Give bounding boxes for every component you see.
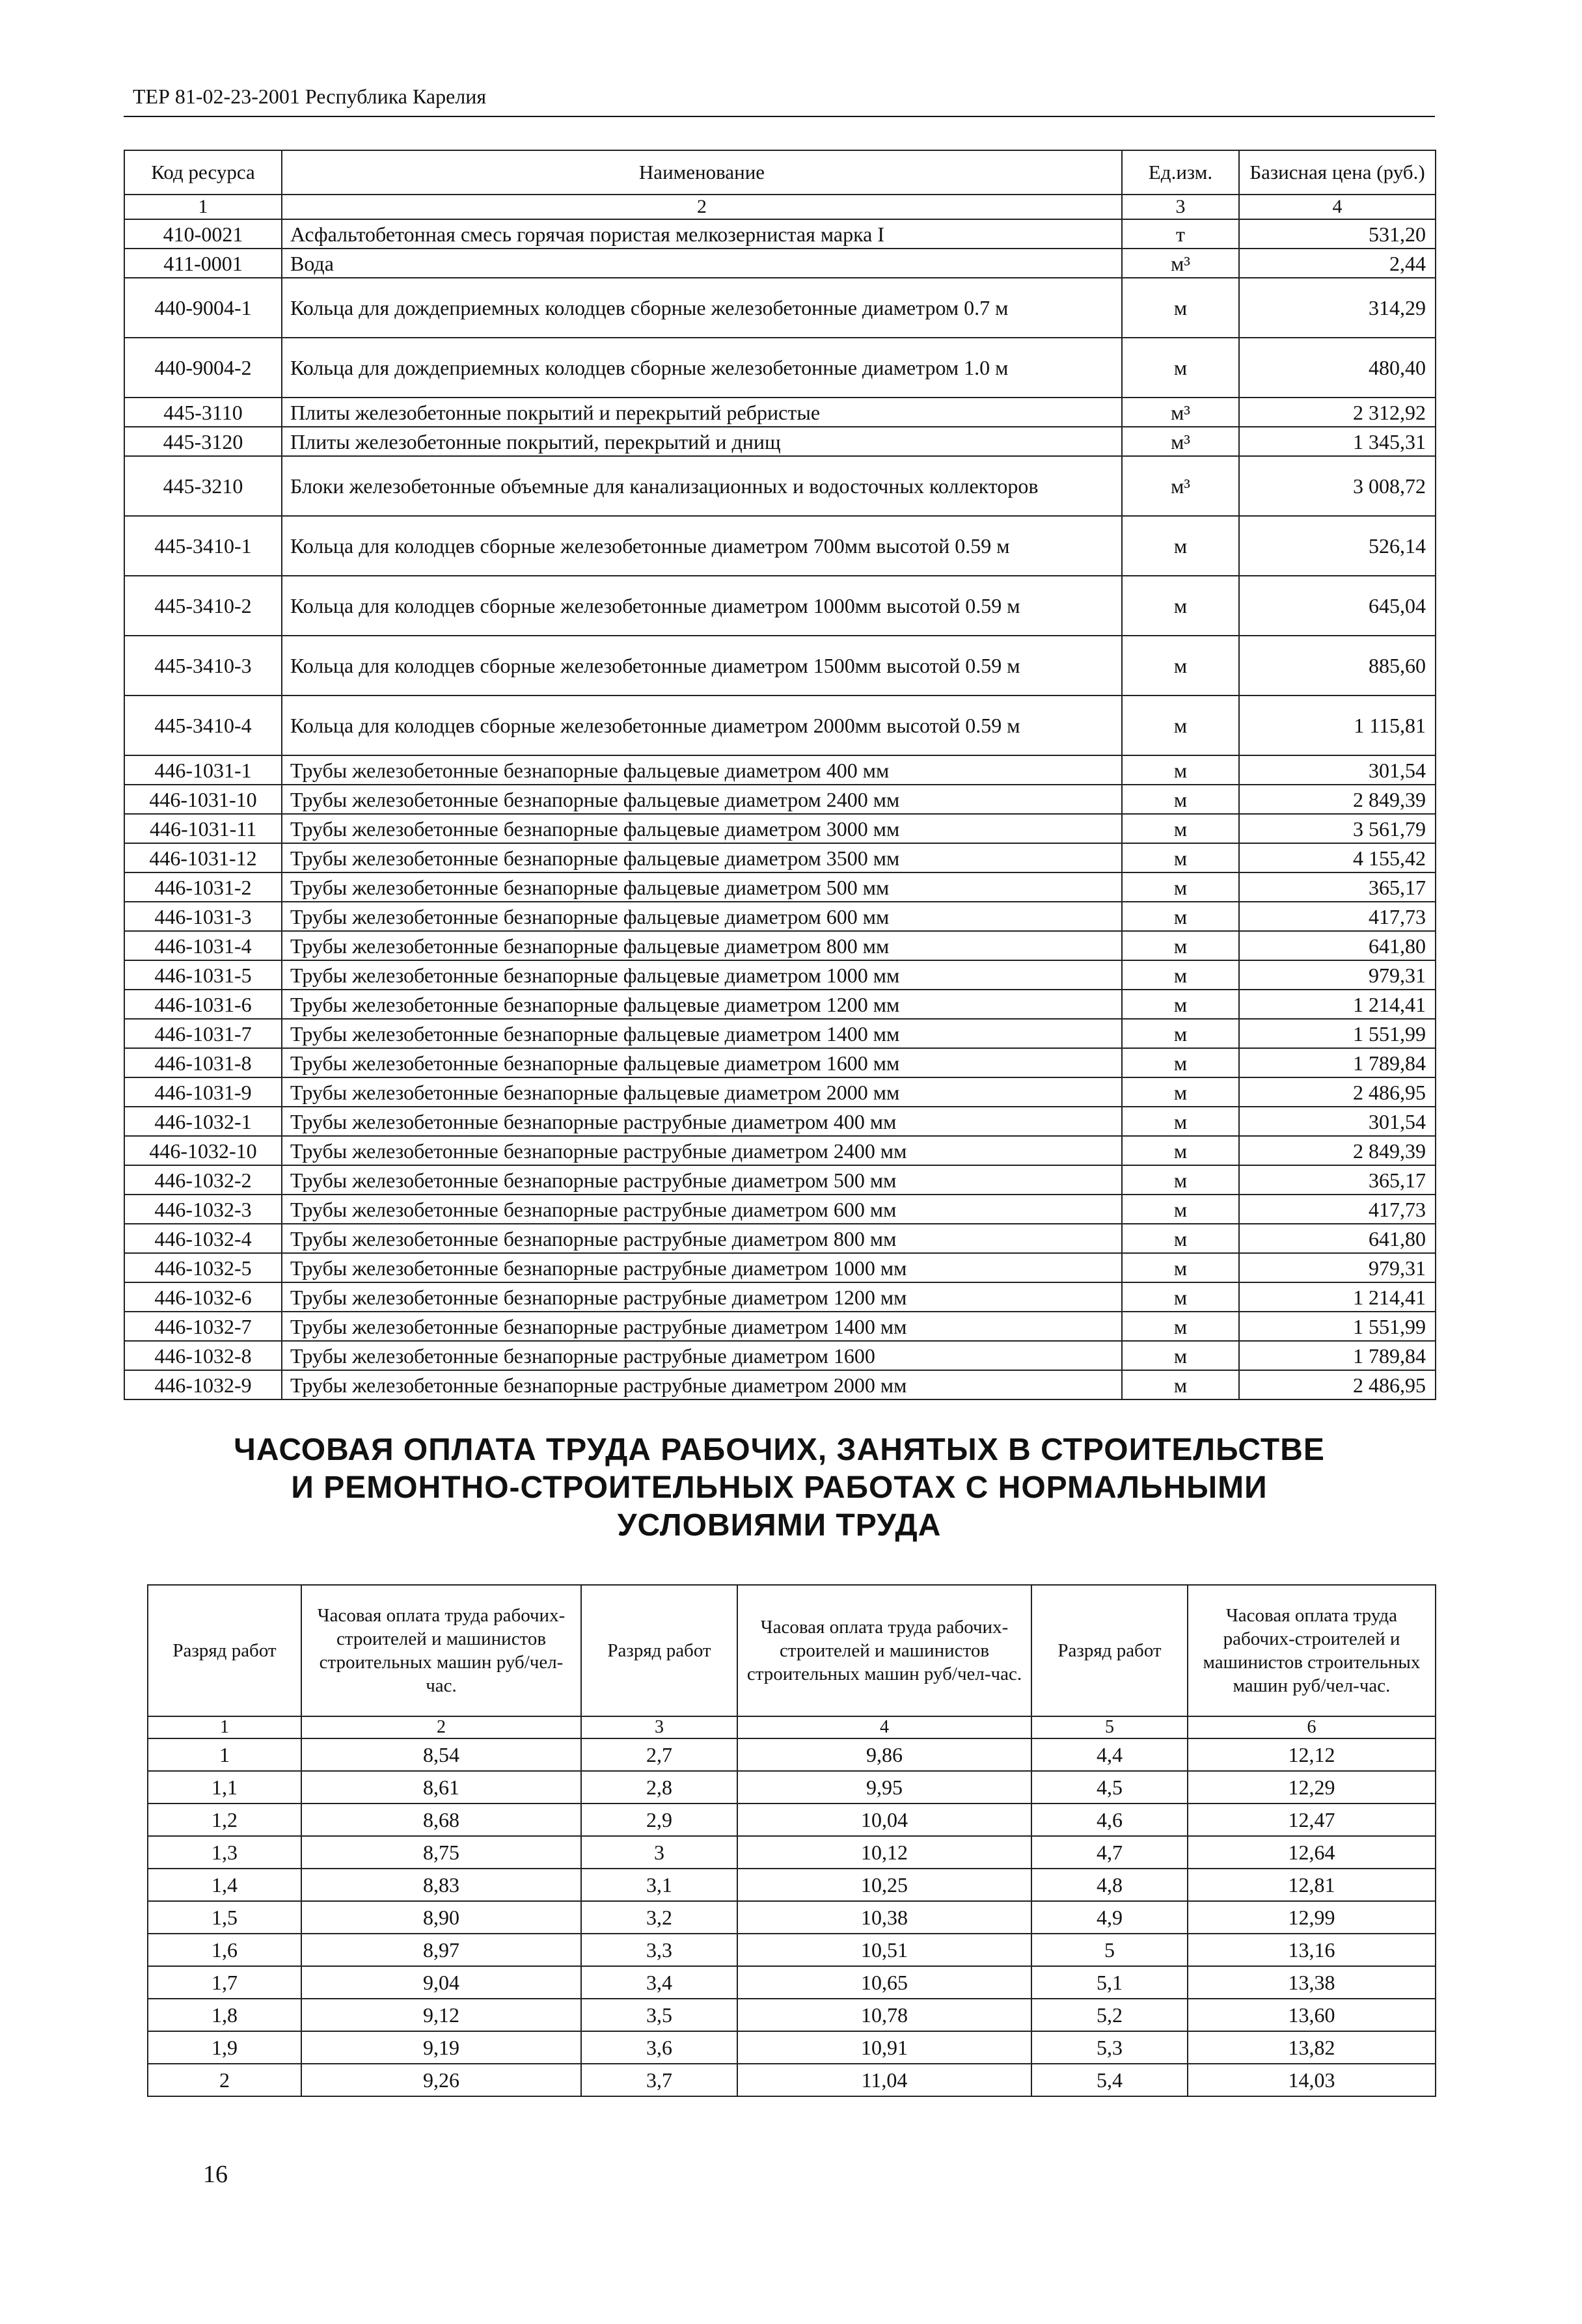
table-row: [124, 516, 1436, 576]
resource-code-cell: 446-1031-12: [124, 843, 282, 872]
hourly-pay-cell: 10,04: [737, 1804, 1031, 1836]
column-number: 3: [581, 1716, 737, 1738]
resource-unit-cell: м³: [1122, 427, 1239, 456]
column-number: 2: [282, 195, 1122, 219]
resource-code-cell: 446-1031-9: [124, 1077, 282, 1107]
table-row: [148, 1999, 1436, 2031]
table-row: [124, 696, 1436, 755]
hourly-pay-cell: 10,91: [737, 2031, 1031, 2064]
resource-code-cell: 446-1031-2: [124, 872, 282, 902]
resource-unit-cell: м: [1122, 1224, 1239, 1253]
column-number: 4: [1239, 195, 1436, 219]
resource-price-cell: 480,40: [1239, 338, 1436, 398]
resource-code-cell: 446-1031-7: [124, 1019, 282, 1048]
grade-cell: 5,2: [1031, 1999, 1188, 2031]
resource-code-cell: 440-9004-2: [124, 338, 282, 398]
grade-cell: 3,6: [581, 2031, 737, 2064]
table-row: [148, 1804, 1436, 1836]
resource-name-cell: Трубы железобетонные безнапорные раструбные диаметром 1400 мм: [282, 1312, 1122, 1341]
resource-code-cell: 446-1031-10: [124, 785, 282, 814]
table-row: [124, 249, 1436, 278]
grade-cell: 4,5: [1031, 1771, 1188, 1804]
hourly-pay-cell: 8,75: [301, 1836, 581, 1869]
grade-cell: 1,2: [148, 1804, 301, 1836]
grade-cell: 1,4: [148, 1869, 301, 1901]
resource-price-cell: 641,80: [1239, 1224, 1436, 1253]
resource-name-cell: Трубы железобетонные безнапорные раструбные диаметром 1200 мм: [282, 1282, 1122, 1312]
table-row: [124, 931, 1436, 960]
grade-cell: 3,1: [581, 1869, 737, 1901]
resource-name-cell: Кольца для колодцев сборные железобетонные диаметром 2000мм высотой 0.59 м: [282, 696, 1122, 755]
resource-code-cell: 445-3410-2: [124, 576, 282, 636]
column-number: 3: [1122, 195, 1239, 219]
resource-price-cell: 4 155,42: [1239, 843, 1436, 872]
hourly-pay-cell: 9,04: [301, 1966, 581, 1999]
resource-name-cell: Кольца для дождеприемных колодцев сборные железобетонные диаметром 1.0 м: [282, 338, 1122, 398]
table-row: [124, 1107, 1436, 1136]
resource-price-cell: 1 214,41: [1239, 1282, 1436, 1312]
table-row: [124, 1224, 1436, 1253]
table-row: [148, 2064, 1436, 2096]
hourly-pay-cell: 13,82: [1188, 2031, 1436, 2064]
grade-cell: 4,7: [1031, 1836, 1188, 1869]
table-row: [124, 1077, 1436, 1107]
resource-code-cell: 446-1032-7: [124, 1312, 282, 1341]
table-row: [124, 398, 1436, 427]
resource-unit-cell: м: [1122, 990, 1239, 1019]
resource-unit-cell: м: [1122, 636, 1239, 696]
column-header-unit: Ед.изм.: [1122, 150, 1239, 195]
grade-cell: 4,6: [1031, 1804, 1188, 1836]
resource-name-cell: Плиты железобетонные покрытий и перекрытий ребристые: [282, 398, 1122, 427]
table-row: [124, 990, 1436, 1019]
hourly-pay-cell: 12,47: [1188, 1804, 1436, 1836]
grade-cell: 4,8: [1031, 1869, 1188, 1901]
resource-code-cell: 446-1031-6: [124, 990, 282, 1019]
resource-price-cell: 2 486,95: [1239, 1370, 1436, 1399]
hourly-pay-cell: 9,19: [301, 2031, 581, 2064]
column-number-row: [148, 1716, 1436, 1738]
table-row: [124, 278, 1436, 338]
resource-unit-cell: м: [1122, 576, 1239, 636]
column-number: 1: [148, 1716, 301, 1738]
resource-name-cell: Кольца для колодцев сборные железобетонные диаметром 700мм высотой 0.59 м: [282, 516, 1122, 576]
resource-name-cell: Трубы железобетонные безнапорные фальцевые диаметром 2000 мм: [282, 1077, 1122, 1107]
grade-cell: 3,7: [581, 2064, 737, 2096]
table-row: [148, 1901, 1436, 1934]
resource-price-cell: 3 008,72: [1239, 456, 1436, 516]
table-row: [124, 785, 1436, 814]
resource-unit-cell: м: [1122, 1107, 1239, 1136]
table-header-row: [148, 1585, 1436, 1716]
column-number: 4: [737, 1716, 1031, 1738]
resource-price-cell: 2 849,39: [1239, 1136, 1436, 1165]
resource-code-cell: 446-1032-9: [124, 1370, 282, 1399]
hourly-pay-cell: 12,12: [1188, 1738, 1436, 1771]
grade-cell: 2: [148, 2064, 301, 2096]
section-title-line: ЧАСОВАЯ ОПЛАТА ТРУДА РАБОЧИХ, ЗАНЯТЫХ В СТРОИТЕЛЬСТВЕ: [234, 1433, 1325, 1467]
resource-price-cell: 645,04: [1239, 576, 1436, 636]
resource-unit-cell: м: [1122, 755, 1239, 785]
grade-cell: 3,4: [581, 1966, 737, 1999]
column-header-name: Наименование: [282, 150, 1122, 195]
resource-code-cell: 445-3410-1: [124, 516, 282, 576]
table-row: [124, 1370, 1436, 1399]
resource-unit-cell: м: [1122, 1136, 1239, 1165]
hourly-pay-cell: 8,97: [301, 1934, 581, 1966]
resource-price-table: [124, 150, 1436, 1400]
grade-cell: 1,1: [148, 1771, 301, 1804]
resource-code-cell: 446-1031-4: [124, 931, 282, 960]
hourly-pay-cell: 8,83: [301, 1869, 581, 1901]
resource-price-cell: 365,17: [1239, 872, 1436, 902]
column-number: 2: [301, 1716, 581, 1738]
resource-name-cell: Кольца для колодцев сборные железобетонные диаметром 1000мм высотой 0.59 м: [282, 576, 1122, 636]
hourly-pay-cell: 12,81: [1188, 1869, 1436, 1901]
resource-code-cell: 446-1031-3: [124, 902, 282, 931]
table-row: [124, 1048, 1436, 1077]
resource-name-cell: Трубы железобетонные безнапорные фальцевые диаметром 1400 мм: [282, 1019, 1122, 1048]
table-row: [124, 902, 1436, 931]
hourly-pay-cell: 8,90: [301, 1901, 581, 1934]
resource-price-cell: 885,60: [1239, 636, 1436, 696]
resource-code-cell: 410-0021: [124, 219, 282, 249]
hourly-pay-cell: 13,60: [1188, 1999, 1436, 2031]
resource-code-cell: 446-1032-2: [124, 1165, 282, 1195]
grade-cell: 1,3: [148, 1836, 301, 1869]
table-row: [124, 1019, 1436, 1048]
resource-unit-cell: м: [1122, 1282, 1239, 1312]
table-row: [124, 1195, 1436, 1224]
resource-code-cell: 445-3120: [124, 427, 282, 456]
table-row: [148, 1836, 1436, 1869]
grade-cell: 2,9: [581, 1804, 737, 1836]
table-row: [124, 872, 1436, 902]
resource-name-cell: Трубы железобетонные безнапорные раструбные диаметром 2400 мм: [282, 1136, 1122, 1165]
table-row: [124, 636, 1436, 696]
resource-price-cell: 1 789,84: [1239, 1341, 1436, 1370]
table-row: [124, 1341, 1436, 1370]
resource-price-cell: 1 214,41: [1239, 990, 1436, 1019]
column-number: 1: [124, 195, 282, 219]
resource-unit-cell: м: [1122, 814, 1239, 843]
resource-code-cell: 446-1032-8: [124, 1341, 282, 1370]
resource-code-cell: 446-1032-5: [124, 1253, 282, 1282]
table-row: [124, 960, 1436, 990]
hourly-pay-cell: 9,26: [301, 2064, 581, 2096]
header-rule: [124, 116, 1435, 117]
resource-name-cell: Трубы железобетонные безнапорные фальцевые диаметром 400 мм: [282, 755, 1122, 785]
column-header-code: Код ресурса: [124, 150, 282, 195]
hourly-pay-cell: 9,86: [737, 1738, 1031, 1771]
resource-unit-cell: м: [1122, 278, 1239, 338]
resource-unit-cell: м: [1122, 1019, 1239, 1048]
resource-name-cell: Кольца для колодцев сборные железобетонные диаметром 1500мм высотой 0.59 м: [282, 636, 1122, 696]
resource-price-cell: 1 789,84: [1239, 1048, 1436, 1077]
grade-cell: 5,3: [1031, 2031, 1188, 2064]
table-row: [124, 755, 1436, 785]
table-row: [148, 1771, 1436, 1804]
resource-price-cell: 1 551,99: [1239, 1019, 1436, 1048]
resource-code-cell: 445-3110: [124, 398, 282, 427]
table-header-row: [124, 150, 1436, 195]
section-title-line: И РЕМОНТНО-СТРОИТЕЛЬНЫХ РАБОТАХ С НОРМАЛЬНЫМИ: [291, 1470, 1268, 1505]
resource-code-cell: 446-1032-6: [124, 1282, 282, 1312]
hourly-pay-cell: 10,38: [737, 1901, 1031, 1934]
resource-name-cell: Трубы железобетонные безнапорные раструбные диаметром 600 мм: [282, 1195, 1122, 1224]
resource-unit-cell: м: [1122, 1370, 1239, 1399]
resource-price-cell: 417,73: [1239, 1195, 1436, 1224]
resource-price-cell: 2 312,92: [1239, 398, 1436, 427]
hourly-wage-table: [147, 1584, 1436, 2097]
resource-name-cell: Трубы железобетонные безнапорные фальцевые диаметром 800 мм: [282, 931, 1122, 960]
resource-price-cell: 2 486,95: [1239, 1077, 1436, 1107]
hourly-pay-cell: 8,68: [301, 1804, 581, 1836]
column-header-pay: Часовая оплата труда рабочих-строителей и машинистов строительных машин руб/чел-час.: [737, 1585, 1031, 1716]
resource-price-cell: 979,31: [1239, 960, 1436, 990]
grade-cell: 5: [1031, 1934, 1188, 1966]
table-row: [124, 427, 1436, 456]
grade-cell: 4,9: [1031, 1901, 1188, 1934]
resource-price-cell: 2 849,39: [1239, 785, 1436, 814]
document-header: ТЕР 81-02-23-2001 Республика Карелия: [133, 85, 487, 108]
resource-price-cell: 1 115,81: [1239, 696, 1436, 755]
grade-cell: 5,4: [1031, 2064, 1188, 2096]
resource-name-cell: Трубы железобетонные безнапорные фальцевые диаметром 2400 мм: [282, 785, 1122, 814]
resource-name-cell: Трубы железобетонные безнапорные раструбные диаметром 1000 мм: [282, 1253, 1122, 1282]
resource-price-cell: 1 551,99: [1239, 1312, 1436, 1341]
resource-name-cell: Трубы железобетонные безнапорные фальцевые диаметром 3000 мм: [282, 814, 1122, 843]
section-title-line: УСЛОВИЯМИ ТРУДА: [617, 1508, 942, 1543]
resource-unit-cell: м: [1122, 1341, 1239, 1370]
resource-price-cell: 301,54: [1239, 1107, 1436, 1136]
grade-cell: 5,1: [1031, 1966, 1188, 1999]
table-row: [148, 1738, 1436, 1771]
hourly-pay-cell: 10,65: [737, 1966, 1031, 1999]
resource-name-cell: Трубы железобетонные безнапорные фальцевые диаметром 1000 мм: [282, 960, 1122, 990]
hourly-pay-cell: 12,99: [1188, 1901, 1436, 1934]
resource-unit-cell: м: [1122, 696, 1239, 755]
resource-unit-cell: м³: [1122, 456, 1239, 516]
resource-unit-cell: м: [1122, 1077, 1239, 1107]
hourly-pay-cell: 12,64: [1188, 1836, 1436, 1869]
grade-cell: 1,6: [148, 1934, 301, 1966]
column-number: 6: [1188, 1716, 1436, 1738]
resource-code-cell: 446-1032-10: [124, 1136, 282, 1165]
grade-cell: 3,5: [581, 1999, 737, 2031]
resource-price-cell: 365,17: [1239, 1165, 1436, 1195]
section-title: [124, 1431, 1435, 1545]
table-row: [124, 1282, 1436, 1312]
grade-cell: 3: [581, 1836, 737, 1869]
grade-cell: 1: [148, 1738, 301, 1771]
resource-code-cell: 446-1031-1: [124, 755, 282, 785]
resource-unit-cell: м: [1122, 1048, 1239, 1077]
resource-name-cell: Трубы железобетонные безнапорные фальцевые диаметром 3500 мм: [282, 843, 1122, 872]
hourly-pay-cell: 9,95: [737, 1771, 1031, 1804]
resource-unit-cell: м: [1122, 516, 1239, 576]
resource-code-cell: 446-1032-4: [124, 1224, 282, 1253]
resource-price-cell: 3 561,79: [1239, 814, 1436, 843]
grade-cell: 3,2: [581, 1901, 737, 1934]
grade-cell: 1,7: [148, 1966, 301, 1999]
resource-unit-cell: м: [1122, 1195, 1239, 1224]
resource-unit-cell: м: [1122, 338, 1239, 398]
resource-name-cell: Блоки железобетонные объемные для канализационных и водосточных коллекторов: [282, 456, 1122, 516]
resource-unit-cell: м: [1122, 785, 1239, 814]
table-row: [124, 843, 1436, 872]
resource-code-cell: 440-9004-1: [124, 278, 282, 338]
resource-name-cell: Трубы железобетонные безнапорные фальцевые диаметром 500 мм: [282, 872, 1122, 902]
resource-name-cell: Трубы железобетонные безнапорные раструбные диаметром 2000 мм: [282, 1370, 1122, 1399]
grade-cell: 4,4: [1031, 1738, 1188, 1771]
column-header-grade: Разряд работ: [148, 1585, 301, 1716]
resource-name-cell: Плиты железобетонные покрытий, перекрытий и днищ: [282, 427, 1122, 456]
column-header-price: Базисная цена (руб.): [1239, 150, 1436, 195]
hourly-pay-cell: 13,16: [1188, 1934, 1436, 1966]
resource-code-cell: 445-3410-4: [124, 696, 282, 755]
resource-code-cell: 446-1031-5: [124, 960, 282, 990]
wage-table-body: [148, 1738, 1436, 2096]
resource-unit-cell: м: [1122, 1312, 1239, 1341]
hourly-pay-cell: 10,25: [737, 1869, 1031, 1901]
resource-name-cell: Вода: [282, 249, 1122, 278]
column-number: 5: [1031, 1716, 1188, 1738]
table-row: [148, 1934, 1436, 1966]
resource-name-cell: Трубы железобетонные безнапорные раструбные диаметром 400 мм: [282, 1107, 1122, 1136]
hourly-pay-cell: 10,12: [737, 1836, 1031, 1869]
grade-cell: 2,8: [581, 1771, 737, 1804]
resource-code-cell: 445-3210: [124, 456, 282, 516]
table-row: [124, 456, 1436, 516]
table-row: [148, 1869, 1436, 1901]
resource-code-cell: 446-1031-11: [124, 814, 282, 843]
resource-unit-cell: м: [1122, 931, 1239, 960]
table-row: [124, 219, 1436, 249]
table-row: [124, 576, 1436, 636]
resource-name-cell: Трубы железобетонные безнапорные раструбные диаметром 500 мм: [282, 1165, 1122, 1195]
resource-price-cell: 2,44: [1239, 249, 1436, 278]
resource-unit-cell: м: [1122, 902, 1239, 931]
grade-cell: 1,9: [148, 2031, 301, 2064]
resource-price-cell: 526,14: [1239, 516, 1436, 576]
column-header-pay: Часовая оплата труда рабочих-строителей и машинистов строительных машин руб/чел-час.: [301, 1585, 581, 1716]
resource-unit-cell: м: [1122, 872, 1239, 902]
hourly-pay-cell: 10,51: [737, 1934, 1031, 1966]
resource-table-body: [124, 219, 1436, 1399]
hourly-pay-cell: 13,38: [1188, 1966, 1436, 1999]
grade-cell: 1,8: [148, 1999, 301, 2031]
hourly-pay-cell: 12,29: [1188, 1771, 1436, 1804]
table-row: [124, 338, 1436, 398]
resource-unit-cell: м: [1122, 843, 1239, 872]
resource-code-cell: 445-3410-3: [124, 636, 282, 696]
table-row: [124, 814, 1436, 843]
hourly-pay-cell: 8,54: [301, 1738, 581, 1771]
resource-price-cell: 314,29: [1239, 278, 1436, 338]
resource-unit-cell: м: [1122, 960, 1239, 990]
hourly-pay-cell: 9,12: [301, 1999, 581, 2031]
grade-cell: 3,3: [581, 1934, 737, 1966]
column-header-pay: Часовая оплата труда рабочих-строителей и машинистов строительных машин руб/чел-час.: [1188, 1585, 1436, 1716]
resource-name-cell: Трубы железобетонные безнапорные фальцевые диаметром 600 мм: [282, 902, 1122, 931]
column-number-row: [124, 195, 1436, 219]
resource-unit-cell: м³: [1122, 398, 1239, 427]
resource-price-cell: 641,80: [1239, 931, 1436, 960]
hourly-pay-cell: 8,61: [301, 1771, 581, 1804]
table-row: [124, 1312, 1436, 1341]
resource-code-cell: 446-1032-3: [124, 1195, 282, 1224]
hourly-pay-cell: 10,78: [737, 1999, 1031, 2031]
resource-unit-cell: м: [1122, 1165, 1239, 1195]
table-row: [124, 1136, 1436, 1165]
resource-name-cell: Трубы железобетонные безнапорные раструбные диаметром 800 мм: [282, 1224, 1122, 1253]
grade-cell: 2,7: [581, 1738, 737, 1771]
resource-name-cell: Трубы железобетонные безнапорные раструбные диаметром 1600: [282, 1341, 1122, 1370]
column-header-grade: Разряд работ: [581, 1585, 737, 1716]
table-row: [124, 1253, 1436, 1282]
table-row: [148, 1966, 1436, 1999]
resource-unit-cell: м: [1122, 1253, 1239, 1282]
resource-name-cell: Кольца для дождеприемных колодцев сборные железобетонные диаметром 0.7 м: [282, 278, 1122, 338]
resource-price-cell: 301,54: [1239, 755, 1436, 785]
resource-code-cell: 446-1031-8: [124, 1048, 282, 1077]
resource-price-cell: 417,73: [1239, 902, 1436, 931]
page-number: 16: [203, 2161, 228, 2188]
column-header-grade: Разряд работ: [1031, 1585, 1188, 1716]
resource-code-cell: 446-1032-1: [124, 1107, 282, 1136]
hourly-pay-cell: 11,04: [737, 2064, 1031, 2096]
resource-code-cell: 411-0001: [124, 249, 282, 278]
resource-unit-cell: т: [1122, 219, 1239, 249]
table-row: [148, 2031, 1436, 2064]
resource-name-cell: Асфальтобетонная смесь горячая пористая мелкозернистая марка I: [282, 219, 1122, 249]
resource-price-cell: 531,20: [1239, 219, 1436, 249]
grade-cell: 1,5: [148, 1901, 301, 1934]
resource-price-cell: 1 345,31: [1239, 427, 1436, 456]
resource-name-cell: Трубы железобетонные безнапорные фальцевые диаметром 1200 мм: [282, 990, 1122, 1019]
resource-unit-cell: м³: [1122, 249, 1239, 278]
table-row: [124, 1165, 1436, 1195]
hourly-pay-cell: 14,03: [1188, 2064, 1436, 2096]
resource-name-cell: Трубы железобетонные безнапорные фальцевые диаметром 1600 мм: [282, 1048, 1122, 1077]
resource-price-cell: 979,31: [1239, 1253, 1436, 1282]
